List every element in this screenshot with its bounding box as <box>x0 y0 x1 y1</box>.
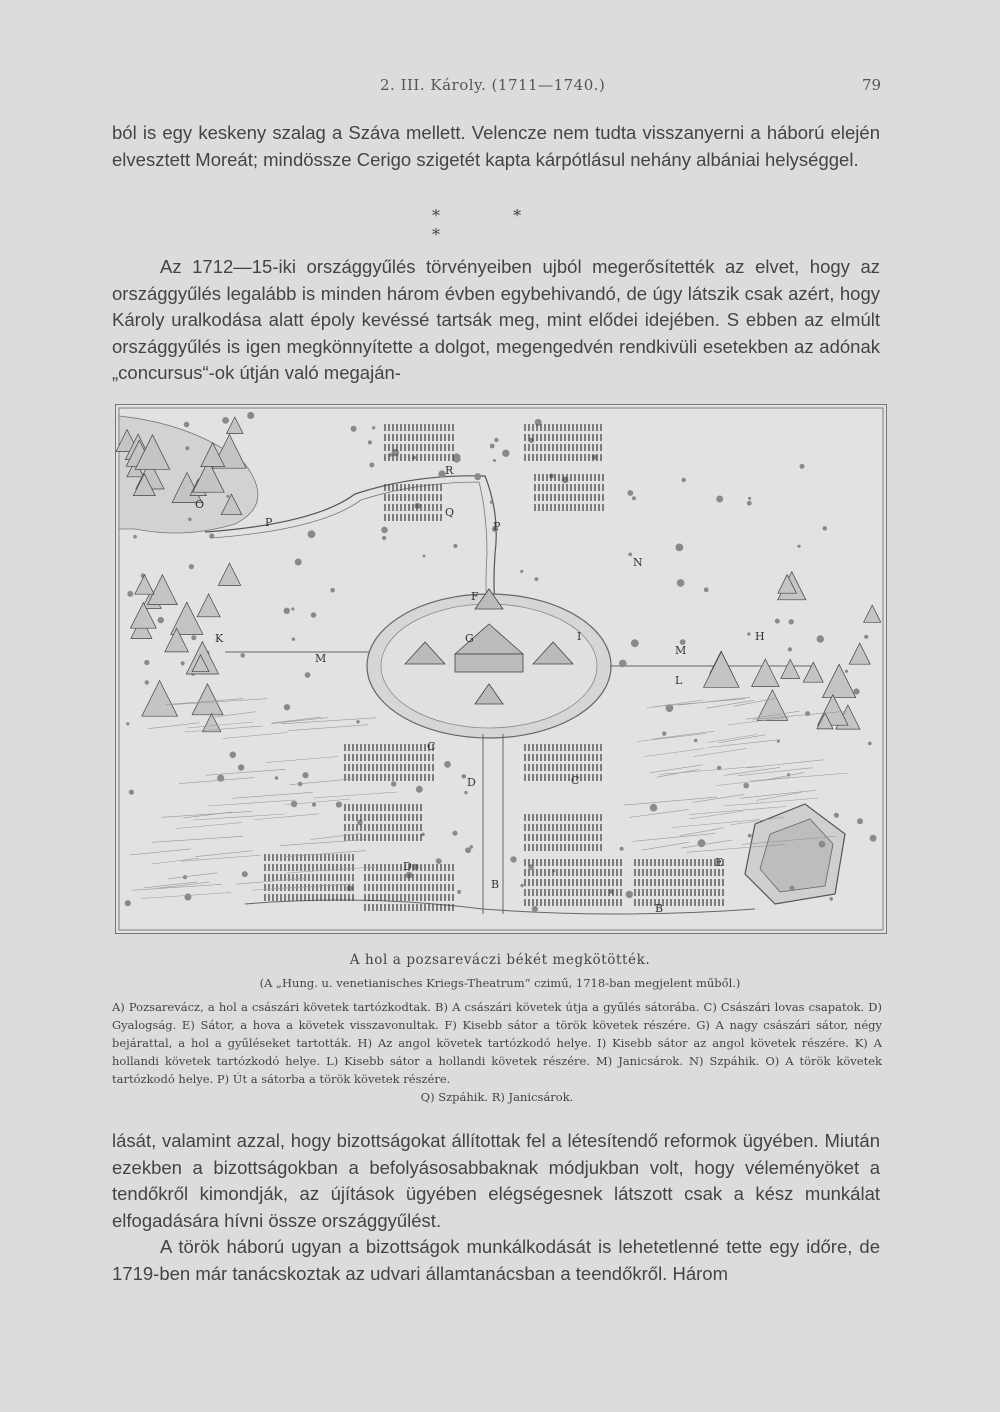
tree-mark <box>510 856 516 862</box>
tree-mark <box>416 786 423 793</box>
tree-mark <box>357 820 362 825</box>
tree-mark <box>870 835 877 842</box>
tree-mark <box>868 742 872 746</box>
tree-mark <box>181 661 185 665</box>
map-letter-label: M <box>675 644 687 657</box>
tree-mark <box>817 635 824 642</box>
tree-mark <box>347 885 353 891</box>
tree-mark <box>698 839 706 847</box>
tree-mark <box>845 670 848 673</box>
tree-mark <box>240 653 245 658</box>
tree-mark <box>436 858 442 864</box>
map-letter-label: D <box>467 776 476 789</box>
tree-mark <box>789 886 794 891</box>
tree-mark <box>626 891 633 898</box>
tree-mark <box>238 764 244 770</box>
tree-mark <box>502 450 509 457</box>
tree-mark <box>336 802 342 808</box>
tree-mark <box>532 906 538 912</box>
map-letter-label: P <box>493 520 501 533</box>
tree-mark <box>308 530 316 538</box>
tree-mark <box>823 526 828 531</box>
tree-mark <box>158 617 164 623</box>
tree-mark <box>311 612 317 618</box>
tree-mark <box>490 501 493 504</box>
tree-mark <box>453 544 457 548</box>
map-illustration <box>115 404 887 934</box>
paragraph-1 <box>112 120 880 173</box>
tree-mark <box>351 426 357 432</box>
tree-mark <box>789 619 794 624</box>
map-letter-label: L <box>675 674 683 687</box>
tree-mark <box>619 660 627 668</box>
tree-mark <box>312 803 316 807</box>
tree-mark <box>188 518 192 522</box>
tree-mark <box>704 587 709 592</box>
tree-mark <box>145 680 149 684</box>
tree-mark <box>682 478 686 482</box>
tree-mark <box>462 774 467 779</box>
tree-mark <box>748 834 752 838</box>
map-letter-label: B <box>655 902 664 915</box>
tree-mark <box>292 638 295 641</box>
tree-mark <box>457 890 461 894</box>
tree-mark <box>628 553 632 557</box>
tree-mark <box>222 417 229 424</box>
paragraph-3-text: lását, valamint azzal, hogy bizottságokat állítottak fel a létesítendő reformok ügyében. Miután ezekben a bizottságokban a befolyásosabbaknak módjukban volt, hogy véleményöket a tendőkről kimondják, az újítások ügyében elégségesnek látszott csak a kész munkálat elfogadására hívni össze országgyűlést. <box>112 1130 880 1231</box>
tree-mark <box>853 688 859 694</box>
map-letter-label: K <box>215 632 224 645</box>
tree-mark <box>805 711 810 716</box>
tree-mark <box>800 464 805 469</box>
tree-mark <box>369 463 374 468</box>
tree-mark <box>127 591 133 597</box>
tree-mark <box>356 720 359 723</box>
tree-mark <box>464 791 467 794</box>
tree-mark <box>275 776 279 780</box>
tree-mark <box>631 639 639 647</box>
map-letter-label: B <box>491 878 500 891</box>
map-letter-label: O <box>195 498 205 511</box>
map-letter-label: H <box>755 630 765 643</box>
tree-mark <box>747 632 750 635</box>
tree-mark <box>819 841 826 848</box>
map-letter-label: R <box>445 464 454 477</box>
tree-mark <box>535 577 539 581</box>
map-letter-label: M <box>315 652 327 665</box>
tree-mark <box>470 845 474 849</box>
tree-mark <box>788 647 792 651</box>
tree-mark <box>226 495 229 498</box>
tree-mark <box>423 554 426 557</box>
tree-mark <box>676 544 684 552</box>
tree-mark <box>857 818 863 824</box>
tree-mark <box>381 527 388 534</box>
tree-mark <box>743 783 749 789</box>
tree-mark <box>291 607 294 610</box>
page-number: 79 <box>862 76 882 94</box>
paragraph-2 <box>112 254 880 387</box>
tree-mark <box>834 813 839 818</box>
tree-mark <box>184 422 190 428</box>
tree-mark <box>694 739 698 743</box>
tree-mark <box>677 579 685 587</box>
tree-mark <box>520 884 523 887</box>
tree-mark <box>125 900 131 906</box>
map-letter-label: C <box>427 740 436 753</box>
tree-mark <box>295 559 302 566</box>
map-letter-label: F <box>471 590 479 603</box>
tree-mark <box>189 564 194 569</box>
tree-mark <box>129 790 134 795</box>
tree-mark <box>620 847 624 851</box>
tree-mark <box>382 536 386 540</box>
tree-mark <box>829 897 833 901</box>
tree-mark <box>716 496 723 503</box>
tree-mark <box>368 440 372 444</box>
section-separator: * * * <box>432 206 556 244</box>
paragraph-2-text: Az 1712—15-iki országgyűlés törvényeiben ujból megerősítették az elvet, hogy az országgyűlés legalább is minden három évben egybehivandó, de úgy látszik csak azért, hogy Károly uralkodása alatt époly kevéssé tartsák meg, mint elődei idejében. S ebben az elmúlt országgyűlés is igen megkönnyítette a dolgot, megengedvén rendkivüli esetekben az adónak „concursus“-ok útján való megaján- <box>112 256 880 383</box>
tree-mark <box>230 752 237 759</box>
tree-mark <box>284 608 290 614</box>
tree-mark <box>184 894 191 901</box>
tree-mark <box>474 473 481 480</box>
tree-mark <box>490 444 495 449</box>
map-letter-label: C <box>571 774 580 787</box>
tree-mark <box>797 545 800 548</box>
map-letter-label: P <box>265 516 273 529</box>
figure-source: (A „Hung. u. venetianisches Kriegs-Theatrum“ czimű, 1718-ban megjelent műből.) <box>259 976 741 990</box>
tree-mark <box>421 833 424 836</box>
tree-mark <box>302 772 308 778</box>
tree-mark <box>627 490 633 496</box>
tree-mark <box>452 831 457 836</box>
tree-mark <box>126 722 129 725</box>
map-letter-label: Q <box>445 506 455 519</box>
map-letter-label: I <box>577 630 582 643</box>
tree-mark <box>748 497 751 500</box>
figure-legend-text: A) Pozsarevácz, a hol a császári követek tartózkodtak. B) A császári követek útja a gyűlés sátorába. C) Császári lovas csapatok. D) Gyalogság. E) Sátor, a hova a követek visszavonultak. F) Kisebb sátor a török követek részére. G) A nagy császári sátor, négy bejárattal, a hol a gyűléseket tartották. H) Az angol követek tartózkodó helye. I) Kisebb sátor az angol követek részére. K) A hollandi követek tartózkodó helye. L) Kisebb sátor a hollandi követek részére. M) Janicsárok. N) Szpáhik. O) A török követek tartózkodó helye. P) Út a sátorba a török követek részére. <box>112 1000 882 1086</box>
map-letter-label: N <box>633 556 643 569</box>
figure-legend-last: Q) Szpáhik. R) Janicsárok. <box>420 1090 574 1104</box>
tree-mark <box>747 501 752 506</box>
tree-mark <box>520 570 523 573</box>
tree-mark <box>305 672 311 678</box>
map-letter-label: E <box>715 856 724 869</box>
running-header: 2. III. Károly. (1711—1740.) <box>380 76 606 94</box>
tree-mark <box>444 761 451 768</box>
tree-mark <box>453 453 460 460</box>
paragraph-4-text: A török háború ugyan a bizottságok munkálkodását is lehetetlenné tette egy időre, de 1719-ben már tanácskoztak az udvari államtanácsban a teendőkről. Három <box>112 1236 880 1284</box>
tree-mark <box>133 535 137 539</box>
engraving-map <box>115 404 887 934</box>
tree-mark <box>662 731 666 735</box>
tree-mark <box>144 660 149 665</box>
tree-mark <box>185 446 189 450</box>
tree-mark <box>191 635 196 640</box>
tree-mark <box>330 588 335 593</box>
map-letter-label: D <box>403 860 412 873</box>
paragraph-3 <box>112 1128 880 1287</box>
tree-mark <box>650 804 658 812</box>
tree-mark <box>494 438 498 442</box>
tree-mark <box>493 459 496 462</box>
tree-mark <box>787 773 790 776</box>
tree-mark <box>209 533 214 538</box>
tree-mark <box>632 496 636 500</box>
tree-mark <box>775 619 780 624</box>
tree-mark <box>391 781 396 786</box>
tree-mark <box>864 635 868 639</box>
paragraph-1-text: ból is egy keskeny szalag a Száva mellett. Velencze nem tudta visszanyerni a háború elején elvesztett Moreát; mindössze Cerigo szigetét kapta kárpótlásul nehány albániai helységgel. <box>112 122 880 170</box>
tree-mark <box>247 412 254 419</box>
map-letter-label: G <box>465 632 474 645</box>
figure-legend <box>112 998 882 1106</box>
figure-caption: A hol a pozsareváczi békét megkötötték. <box>349 952 651 968</box>
tree-mark <box>242 871 248 877</box>
tree-mark <box>372 426 375 429</box>
tree-mark <box>284 704 290 710</box>
